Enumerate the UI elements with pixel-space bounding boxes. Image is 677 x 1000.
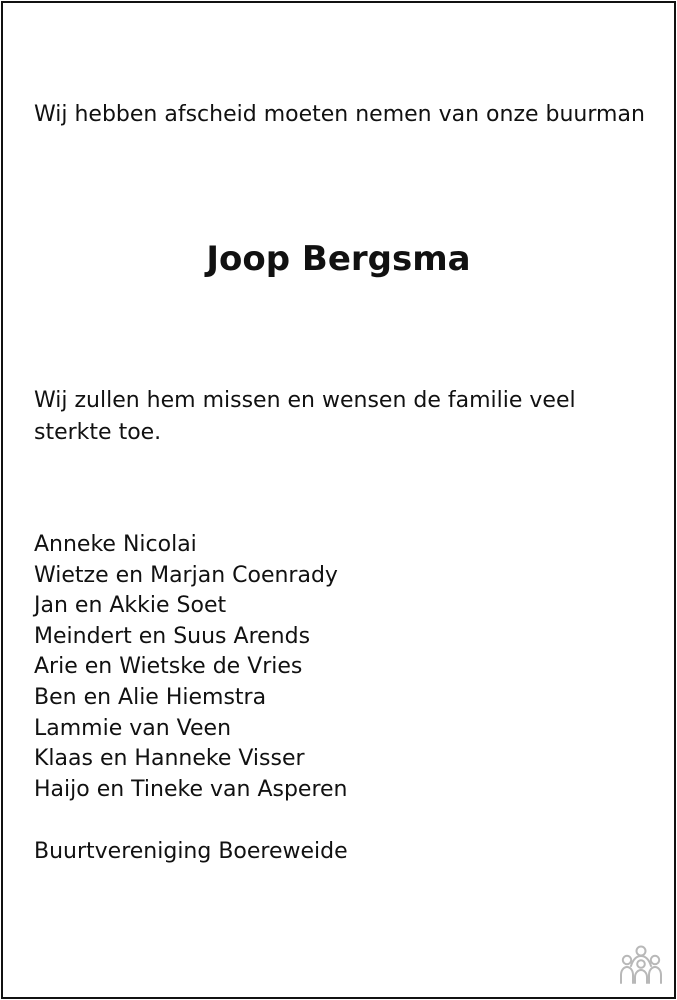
signer-name: Wietze en Marjan Coenrady — [34, 562, 338, 588]
signer-name: Jan en Akkie Soet — [34, 593, 227, 619]
signer-name: Haijo en Tineke van Asperen — [34, 776, 348, 802]
signer-name: Anneke Nicolai — [34, 532, 197, 557]
signer-list — [34, 530, 348, 805]
condolence-message: Wij zullen hem missen en wensen de familie veel sterkte toe. — [34, 388, 576, 445]
signer-name: Meindert en Suus Arends — [34, 623, 311, 649]
signer-name: Lammie van Veen — [34, 715, 232, 741]
signer-name: Klaas en Hanneke Visser — [34, 746, 305, 772]
intro-text: Wij hebben afscheid moeten nemen van onze buurman — [34, 102, 645, 127]
deceased-name: Joop Bergsma — [206, 239, 471, 279]
signer-name: Arie en Wietske de Vries — [34, 654, 303, 680]
people-group-icon — [617, 944, 665, 986]
association-name: Buurtvereniging Boereweide — [34, 839, 348, 864]
signer-name: Ben en Alie Hiemstra — [34, 684, 267, 710]
